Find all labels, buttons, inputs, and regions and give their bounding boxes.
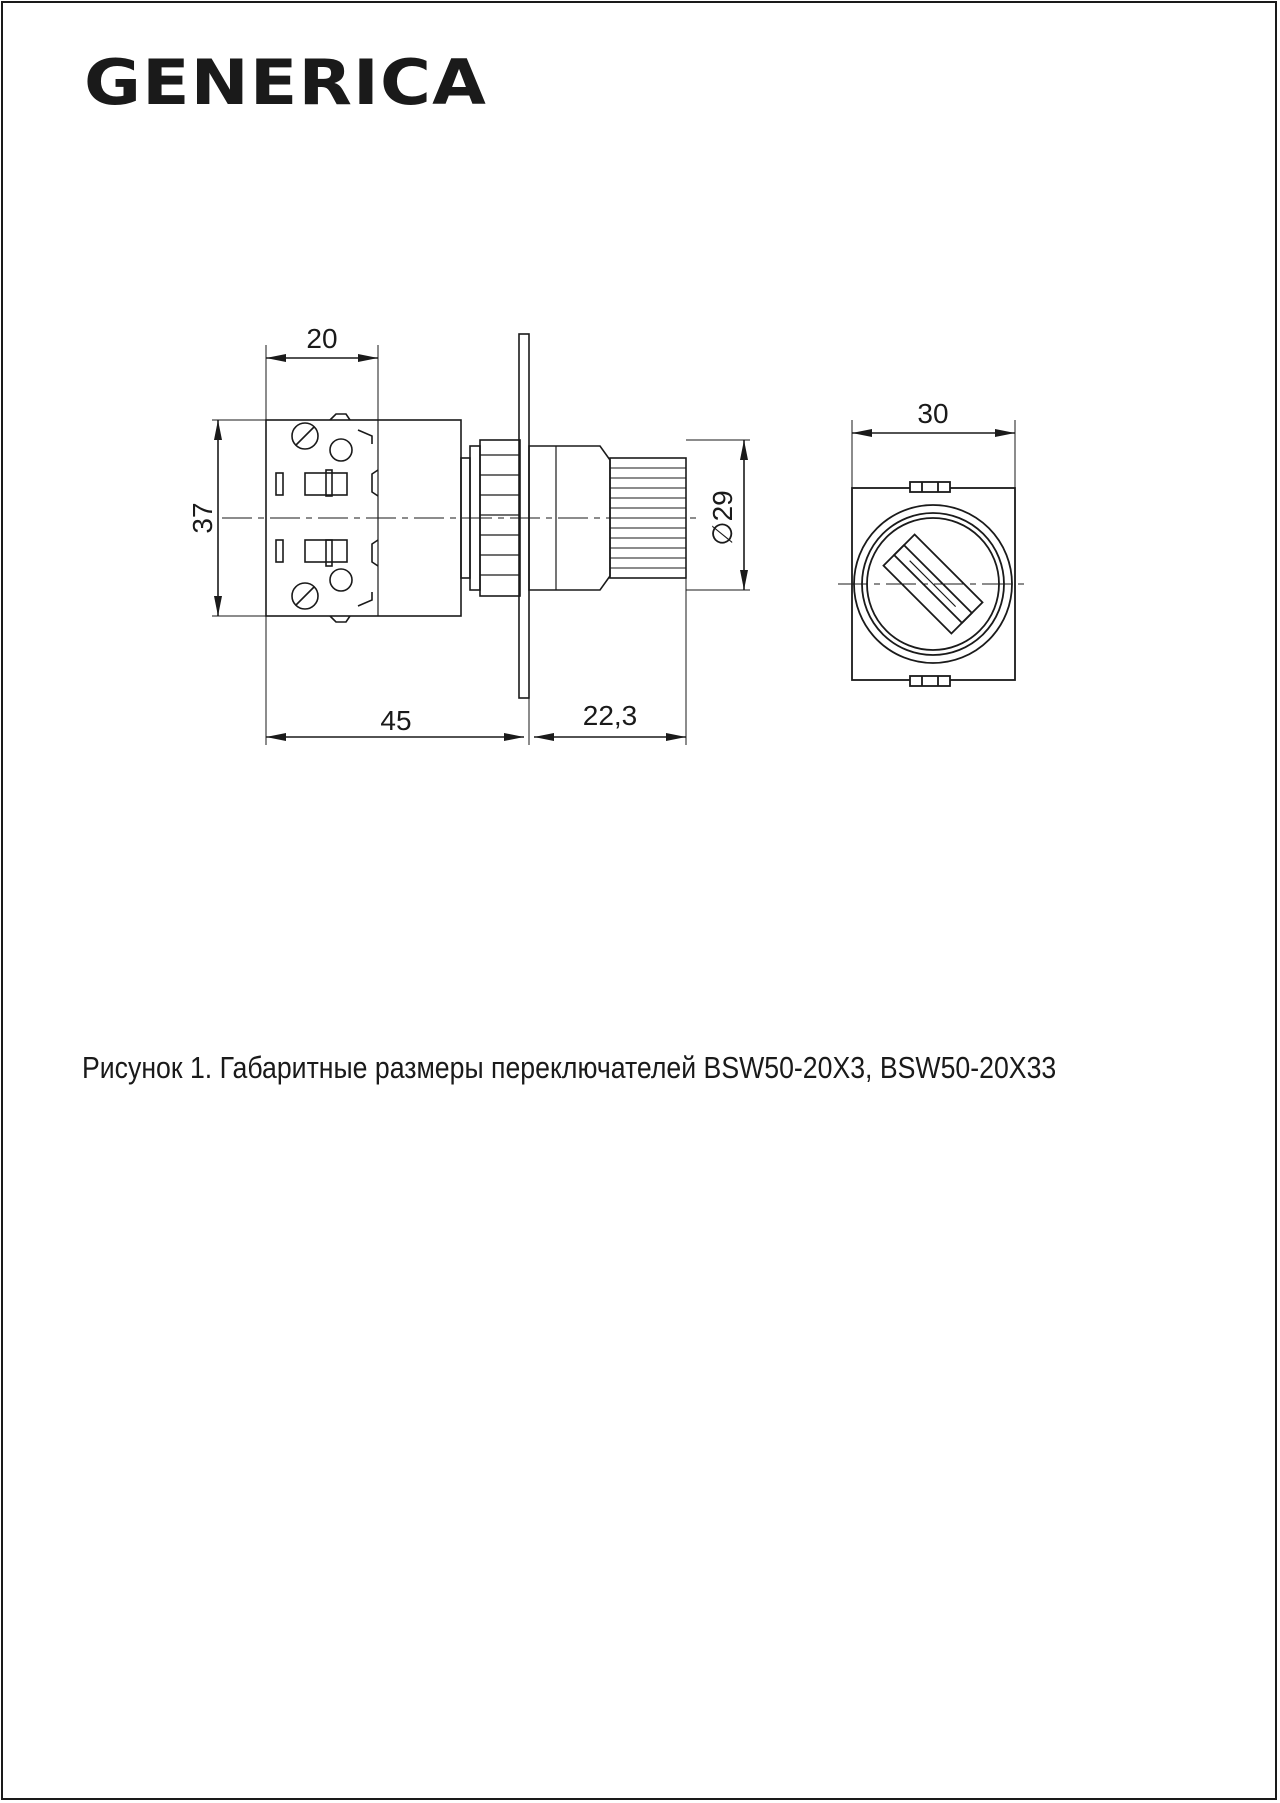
front-view bbox=[838, 420, 1030, 686]
dim-label-width-block: 20 bbox=[306, 323, 338, 354]
dim-label-height-block: 37 bbox=[187, 502, 218, 534]
dim-label-width-front: 30 bbox=[917, 398, 949, 429]
contact-slot bbox=[276, 473, 283, 495]
contact-slot bbox=[276, 540, 283, 562]
side-view bbox=[212, 334, 750, 745]
screw-terminal-lower-icon bbox=[292, 540, 372, 622]
brand-logo: GENERICA bbox=[84, 46, 487, 119]
dim-label-diameter-knob: ∅29 bbox=[707, 490, 738, 546]
dim-label-length-body: 45 bbox=[380, 705, 412, 736]
dim-label-length-front: 22,3 bbox=[582, 700, 638, 731]
screw-terminal-upper-icon bbox=[292, 414, 372, 496]
figure-caption: Рисунок 1. Габаритные размеры переключателей BSW50-20X3, BSW50-20X33 bbox=[82, 1050, 1057, 1085]
